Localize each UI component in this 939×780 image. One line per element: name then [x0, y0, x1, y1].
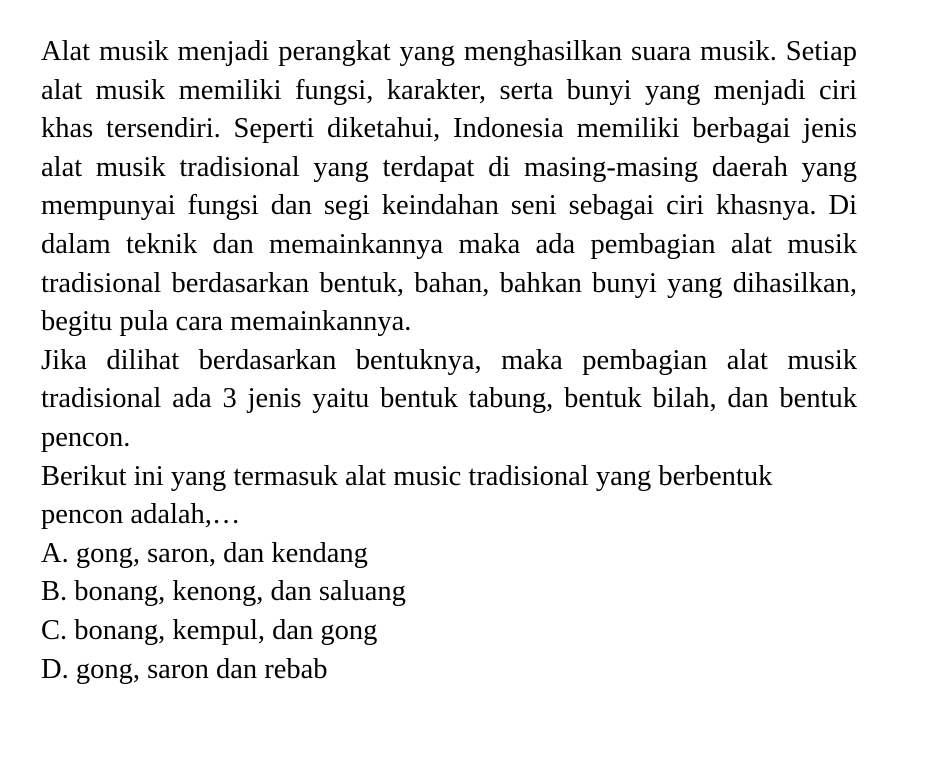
option-c: C. bonang, kempul, dan gong	[41, 614, 378, 646]
document-page	[41, 33, 857, 689]
option-b: B. bonang, kenong, dan saluang	[41, 576, 406, 608]
answer-options	[41, 535, 857, 689]
option-a: A. gong, saron, dan kendang	[41, 537, 368, 569]
intro-paragraph: Alat musik menjadi perangkat yang menghasilkan suara musik. Setiap alat musik memiliki fungsi, karakter, serta bunyi yang menjadi ciri khas tersendiri. Seperti diketahui, Indonesia memiliki berbagai jenis alat musik tradisional yang terdapat di masing-masing daerah yang mempunyai fungsi dan segi keindahan seni sebagai ciri khasnya. Di dalam teknik dan memainkannya maka ada pembagian alat musik tradisional berdasarkan bentuk, bahan, bahkan bunyi yang dihasilkan, begitu pula cara memainkannya.	[41, 36, 857, 338]
shape-paragraph: Jika dilihat berdasarkan bentuknya, maka pembagian alat musik tradisional ada 3 jenis yaitu bentuk tabung, bentuk bilah, dan bentuk pencon.	[41, 344, 857, 453]
question-text: Berikut ini yang termasuk alat music tradisional yang berbentuk pencon adalah,…	[41, 460, 773, 531]
option-d: D. gong, saron dan rebab	[41, 653, 328, 685]
